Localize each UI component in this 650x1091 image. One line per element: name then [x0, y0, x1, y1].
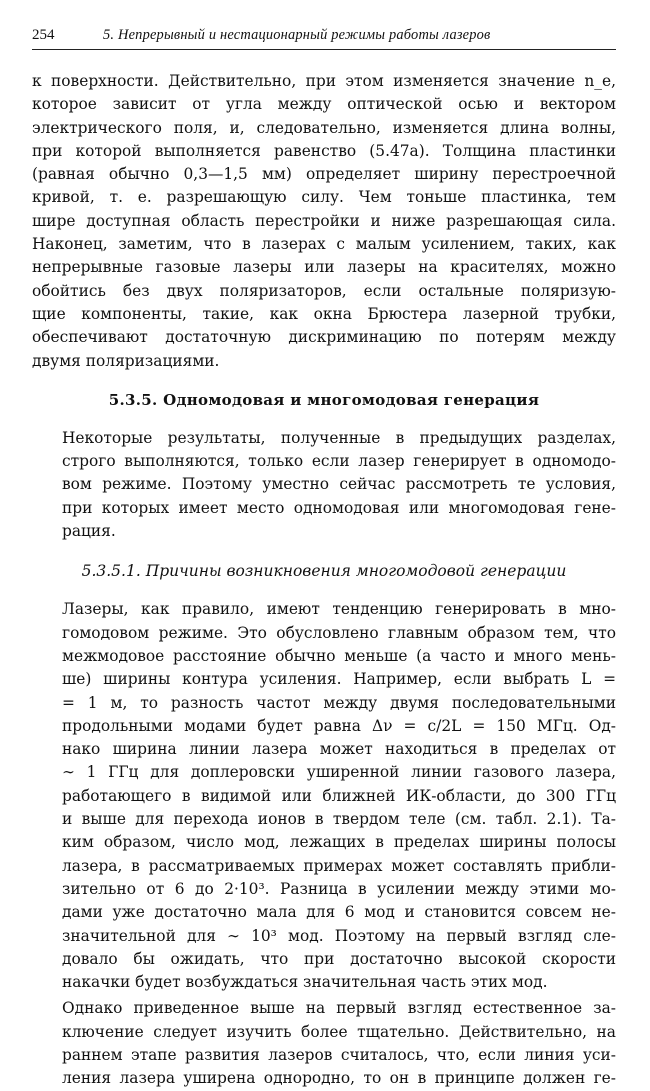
- text-line: ким образом, число мод, лежащих в пределах ширины полосы: [62, 833, 616, 852]
- text-line: Наконец, заметим, что в лазерах с малым усилением, таких, как: [32, 235, 616, 254]
- text-line: довало бы ожидать, что при достаточно высокой скорости: [62, 949, 616, 968]
- text-line: щие компоненты, такие, как окна Брюстера лазерной трубки,: [32, 304, 616, 323]
- text-line: шире доступная область перестройки и ниже разрешающая сила.: [32, 211, 616, 230]
- text-line: (равная обычно 0,3—1,5 мм) определяет ширину перестроечной: [32, 165, 616, 184]
- text-line: ключение следует изучить более тщательно. Действительно, на: [62, 1022, 616, 1041]
- subsection-paragraph-2: [32, 997, 616, 1090]
- text-line: кривой, т. е. разрешающую силу. Чем тоньше пластинка, тем: [32, 188, 616, 207]
- text-line: накачки будет возбуждаться значительная часть этих мод.: [62, 973, 548, 992]
- text-line: = 1 м, то разность частот между двумя последовательными: [62, 693, 616, 712]
- text-line: дами уже достаточно мала для 6 мод и становится совсем не-: [62, 903, 616, 922]
- subsection-heading: 5.3.5.1. Причины возникновения многомодовой генерации: [81, 562, 567, 581]
- text-line: ∼ 1 ГГц для доплеровски уширенной линии газового лазера,: [62, 763, 616, 782]
- text-line: обойтись без двух поляризаторов, если остальные поляризую-: [32, 281, 616, 300]
- text-line: зительно от 6 до 2·10³. Разница в усилении между этими мо-: [62, 879, 616, 898]
- text-line: работающего в видимой или ближней ИК-области, до 300 ГГц: [62, 786, 616, 805]
- text-line: Некоторые результаты, полученные в предыдущих разделах,: [62, 428, 616, 447]
- text-line: продольными модами будет равна Δν = c/2L = 150 МГц. Од-: [62, 716, 616, 735]
- text-line: электрического поля, и, следовательно, изменяется длина волны,: [32, 118, 616, 137]
- text-line: ления лазера уширена однородно, то он в принципе должен ге-: [62, 1069, 616, 1088]
- text-line: к поверхности. Действительно, при этом изменяется значение n_e,: [32, 72, 616, 90]
- subsection-paragraph-1: [32, 598, 616, 994]
- text-line: раннем этапе развития лазеров считалось, что, если линия уси-: [62, 1045, 616, 1064]
- text-line: строго выполняются, только если лазер генерирует в одномодо-: [62, 452, 616, 471]
- text-line: рация.: [62, 522, 116, 541]
- section-paragraph: [32, 427, 616, 543]
- text-line: двумя поляризациями.: [32, 351, 220, 370]
- section-heading: 5.3.5. Одномодовая и многомодовая генерация: [108, 390, 540, 409]
- text-line: обеспечивают достаточную дискриминацию по потерям между: [32, 328, 616, 347]
- text-line: Лазеры, как правило, имеют тенденцию генерировать в мно-: [62, 600, 616, 619]
- page-header: [32, 22, 616, 48]
- text-line: которое зависит от угла между оптической осью и вектором: [32, 95, 616, 114]
- text-line: значительной для ∼ 10³ мод. Поэтому на первый взгляд сле-: [62, 926, 616, 945]
- header-rule: [32, 49, 616, 50]
- text-line: и выше для перехода ионов в твердом теле (см. табл. 2.1). Та-: [62, 810, 616, 829]
- running-title: 5. Непрерывный и нестационарный режимы работы лазеров: [103, 27, 491, 43]
- page-number: 254: [32, 27, 55, 43]
- text-line: при которой выполняется равенство (5.47а). Толщина пластинки: [32, 141, 616, 160]
- text-line: вом режиме. Поэтому уместно сейчас рассмотреть те условия,: [62, 475, 616, 494]
- book-page: [32, 22, 616, 1091]
- text-line: Однако приведенное выше на первый взгляд естественное за-: [62, 999, 616, 1018]
- text-line: нако ширина линии лазера может находиться в пределах от: [62, 740, 616, 759]
- text-line: гомодовом режиме. Это обусловлено главным образом тем, что: [62, 623, 616, 642]
- text-line: лазера, в рассматриваемых примерах может составлять прибли-: [62, 856, 616, 875]
- paragraph-continued: [32, 70, 616, 373]
- text-line: при которых имеет место одномодовая или многомодовая гене-: [62, 498, 616, 517]
- text-line: непрерывные газовые лазеры или лазеры на красителях, можно: [32, 258, 616, 277]
- text-line: ше) ширины контура усиления. Например, если выбрать L =: [62, 670, 616, 689]
- text-line: межмодовое расстояние обычно меньше (а часто и много мень-: [62, 646, 616, 665]
